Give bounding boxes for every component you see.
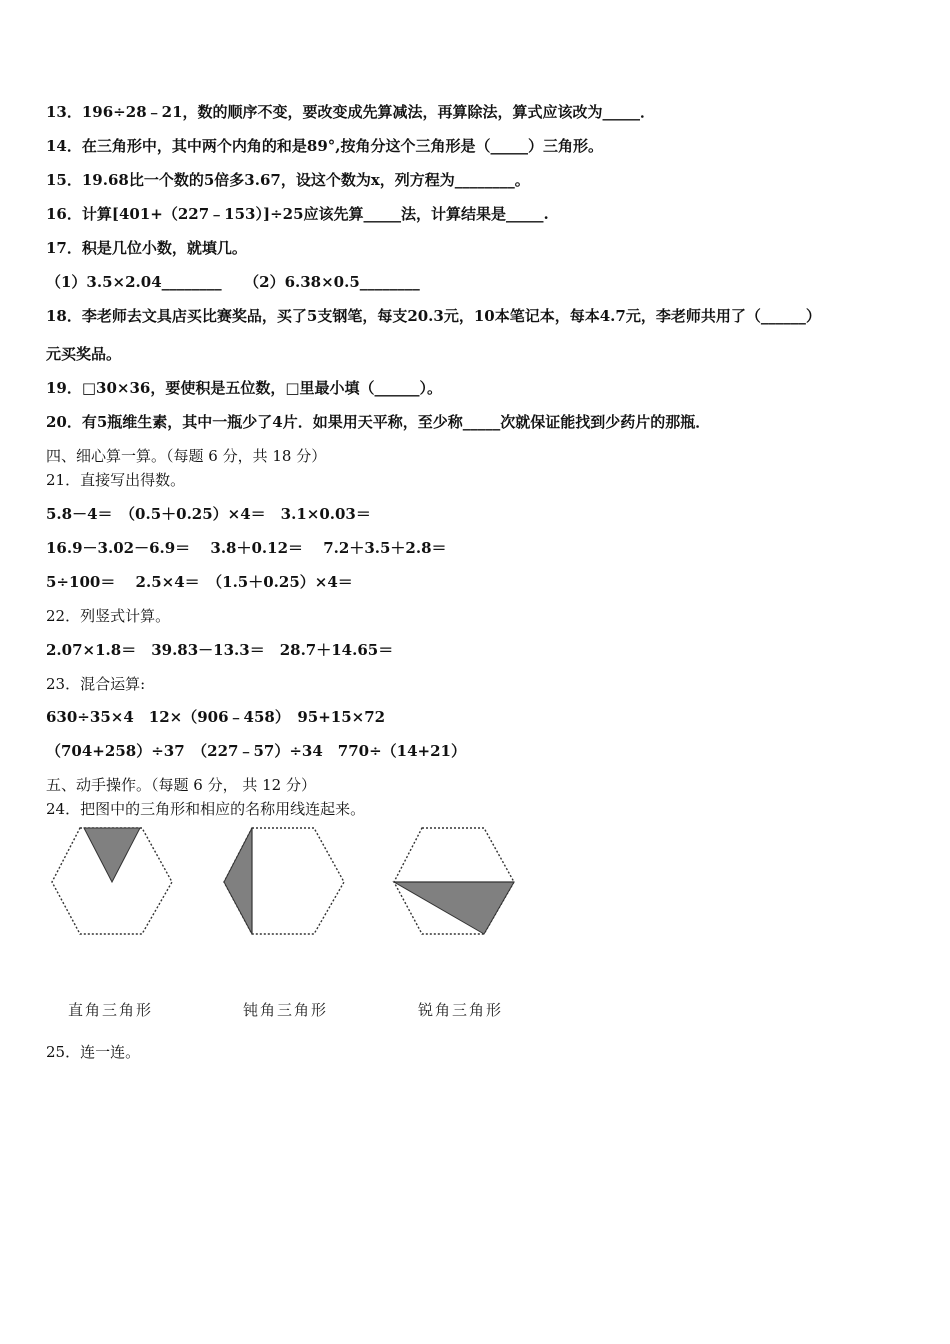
shaded-obtuse-triangle xyxy=(224,828,252,934)
question-19: 19．□30×36，要使积是五位数，□里最小填（______）。 xyxy=(46,379,443,397)
label-acute-triangle: 锐角三角形 xyxy=(418,1001,504,1019)
question-14: 14．在三角形中，其中两个内角的和是89°,按角分这个三角形是（_____）三角形。 xyxy=(46,137,603,155)
question-21-row2: 16.9－3.02－6.9＝ 3.8＋0.12＝ 7.2＋3.5＋2.8＝ xyxy=(46,539,447,557)
question-22-row1: 2.07×1.8＝ 39.83－13.3＝ 28.7＋14.65＝ xyxy=(46,641,394,659)
question-22: 22．列竖式计算。 xyxy=(46,607,171,625)
question-20: 20．有5瓶维生素，其中一瓶少了4片．如果用天平称，至少称_____次就保证能找到少药片的那瓶． xyxy=(46,413,711,431)
label-right-triangle: 直角三角形 xyxy=(68,1001,154,1019)
shaded-right-triangle xyxy=(84,828,140,882)
section-5-heading: 五、动手操作。（每题 6 分， 共 12 分） xyxy=(46,776,316,794)
triangle-figure xyxy=(48,824,528,944)
hexagon-obtuse-triangle xyxy=(224,828,344,934)
question-18-line1: 18．李老师去文具店买比赛奖品，买了5支钢笔，每支20.3元，10本笔记本，每本4.7元，李老师共用了（______） xyxy=(46,307,821,325)
question-24: 24．把图中的三角形和相应的名称用线连起来。 xyxy=(46,800,366,818)
shaded-acute-triangle xyxy=(394,882,514,934)
section-4-heading: 四、细心算一算。（每题 6 分，共 18 分） xyxy=(46,447,327,465)
question-21: 21．直接写出得数。 xyxy=(46,471,186,489)
question-15: 15．19.68比一个数的5倍多3.67，设这个数为x，列方程为________。 xyxy=(46,171,530,189)
hexagon-outline xyxy=(394,828,514,934)
question-18-line2: 元买奖品。 xyxy=(46,345,122,363)
question-16: 16．计算[401+（227﹣153）]÷25应该先算_____法，计算结果是_____. xyxy=(46,205,549,223)
question-23-row2: （704+258）÷37 （227﹣57）÷34 770÷（14+21） xyxy=(46,742,466,760)
question-17: 17．积是几位小数，就填几。 xyxy=(46,239,247,257)
question-23-row1: 630÷35×4 12×（906﹣458） 95+15×72 xyxy=(46,708,386,726)
hexagon-acute-triangle xyxy=(394,828,514,934)
hexagon-right-triangle xyxy=(52,828,172,934)
question-23: 23．混合运算: xyxy=(46,675,146,693)
question-21-row1: 5.8－4＝ （0.5＋0.25）×4＝ 3.1×0.03＝ xyxy=(46,505,371,523)
question-17-sub: （1）3.5×2.04________ （2）6.38×0.5________ xyxy=(46,273,420,291)
label-obtuse-triangle: 钝角三角形 xyxy=(243,1001,329,1019)
question-21-row3: 5÷100＝ 2.5×4＝ （1.5＋0.25）×4＝ xyxy=(46,573,353,591)
question-13: 13．196÷28﹣21，数的顺序不变，要改变成先算减法，再算除法，算式应该改为_____． xyxy=(46,103,656,121)
question-25: 25．连一连。 xyxy=(46,1043,141,1061)
